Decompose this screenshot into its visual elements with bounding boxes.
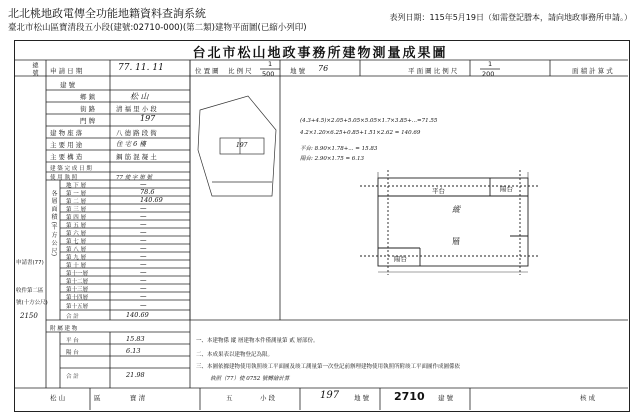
attached-value-balcony: 6.13 (126, 347, 141, 355)
calc-line-3: 平台: 8.90×1.78+... = 15.83 (300, 146, 378, 152)
calc-line-4: 陽台: 2.90×1.75 = 6.13 (300, 156, 365, 162)
bottom-land-no: 197 (320, 390, 340, 401)
floor-value-5: — (140, 220, 147, 228)
bottom-subsection: 五 (226, 394, 233, 402)
field-value-town: 松 山 (130, 92, 149, 101)
floor-value-15: — (140, 301, 147, 309)
floor-label-11: 第十一層 (66, 271, 89, 277)
attached-value-terrace: 15.83 (126, 335, 145, 343)
apply-date-value: 77. 11. 11 (118, 63, 164, 73)
floor-value-3: — (140, 204, 147, 212)
record-info: 臺北市松山區寶清段五小段(建號:02710-000)(第二類)建物平面圖(已縮小列印) (8, 23, 307, 33)
plan-scale-label: 平 面 圖 比 例 尺 (408, 67, 458, 75)
floor-label-total: 合 計 (66, 314, 79, 320)
scale-1-den: 500 (262, 70, 275, 78)
calc-line-1: (4.3+4.5)×2.05+5.05×5.05×1.7×3.85+...=71.55 (300, 118, 438, 124)
attached-label-total: 合 計 (66, 374, 79, 380)
floor-label-13: 第十三層 (66, 287, 89, 293)
floor-value-14: — (140, 292, 147, 300)
note-3: 三、本圖依據建物使用執照竣工平面圖及竣工測量第一次登記前辦理建物使用執照所附竣工平面圖作成圖係依 (196, 364, 461, 370)
floor-value-9: — (140, 252, 147, 260)
floor-value-11: — (140, 268, 147, 276)
note-4: 執照（77）使 0752 號轉繪計算 (210, 376, 290, 382)
field-value-street: 清 福 里 小 段 (116, 105, 157, 113)
location-label: 位 置 圖 (195, 67, 219, 75)
floor-value-2: 140.69 (140, 196, 163, 204)
scale-2: 1 (488, 60, 493, 68)
floor-label-2: 第 二 層 (66, 199, 86, 205)
note-1: 一、本建物係 縱 層建物本件僅測量第 貳 層部份。 (196, 338, 319, 344)
floor-value-6: — (140, 228, 147, 236)
field-value-doorplate: 197 (140, 114, 156, 123)
plan-label-center: 縱 (452, 205, 460, 214)
area-calc-label: 面 積 計 算 式 (572, 67, 613, 75)
scale-label-1: 比 例 尺 (228, 67, 252, 75)
floor-label-5: 第 五 層 (66, 223, 86, 229)
floor-label-4: 第 四 層 (66, 215, 86, 221)
field-label-doorplate: 門 牌 (80, 117, 96, 125)
plan-label-floor: 層 (452, 237, 460, 246)
plan-label-terrace: 平台 (432, 187, 445, 195)
bottom-land-label: 地 號 (354, 394, 370, 402)
floor-label-14: 第十四層 (66, 295, 89, 301)
print-date-info: 表列日期：115年5月19日（如需登記謄本，請向地政事務所申請。） (389, 13, 632, 22)
floor-label-1: 第 一 層 (66, 191, 86, 197)
site-plan-label: 197 (236, 142, 248, 149)
field-value-permit: 77 使 字 第 號 (116, 175, 152, 181)
bottom-building-label: 建 號 (438, 394, 454, 402)
scale-1: 1 (268, 60, 273, 68)
note-2: 二、本成果表以建物登記為限。 (196, 352, 274, 358)
floor-label-8: 第 八 層 (66, 247, 86, 253)
floor-label-9: 第 九 層 (66, 255, 86, 261)
margin-note-receipt: 收件第二區 (16, 288, 44, 294)
bottom-calc: 核 成 (580, 394, 596, 402)
attached-value-total: 21.98 (126, 371, 145, 379)
plan-label-balcony-top: 陽台 (500, 185, 513, 193)
floor-label-b1: 地 下 層 (66, 183, 86, 189)
attached-heading: 附 屬 建 物 (50, 326, 78, 332)
floor-value-7: — (140, 236, 147, 244)
floor-label-7: 第 七 層 (66, 239, 86, 245)
margin-note-1: 總 號 (31, 62, 38, 76)
field-label-usage: 主 要 用 途 (50, 141, 83, 149)
floor-value-4: — (140, 212, 147, 220)
attached-label-balcony: 陽 台 (66, 350, 79, 356)
floor-label-6: 第 六 層 (66, 231, 86, 237)
sheet-title: 台北市松山地政事務所建物測量成果圖 (192, 46, 448, 61)
bottom-section: 寶 清 (130, 394, 146, 402)
margin-note-unit: 號(十方公尺) (16, 300, 48, 306)
floor-value-10: — (140, 260, 147, 268)
floor-value-12: — (140, 276, 147, 284)
parcel-value: 76 (318, 64, 329, 73)
floor-label-3: 第 三 層 (66, 207, 86, 213)
field-label: 建 號 (60, 81, 76, 89)
floor-value-8: — (140, 244, 147, 252)
field-label-permit: 使 用 執 照 (50, 175, 78, 181)
bottom-section-label: 區 (94, 394, 101, 402)
field-label-completion: 建 築 完 成 日 期 (50, 166, 92, 172)
parcel-label: 地 號 (290, 67, 306, 75)
floor-label-10: 第 十 層 (66, 263, 86, 269)
field-label-structure: 主 要 構 造 (50, 153, 83, 161)
scale-2-den: 200 (482, 70, 495, 78)
field-value-usage: 住 宅 6 樓 (116, 140, 146, 148)
floor-value-1: 78.6 (140, 188, 155, 196)
field-label-town: 鄉 鎮 (80, 93, 96, 101)
field-value-location: 八 德 路 段 衖 (116, 129, 157, 137)
floor-value-b1: — (140, 180, 147, 188)
floor-label-15: 第十五層 (66, 304, 89, 310)
system-title-text: 北北桃地政電傳全功能地籍資料查詢系統 (8, 7, 206, 20)
apply-date-label: 申 請 日 期 (50, 67, 83, 75)
floor-label-12: 第十二層 (66, 279, 89, 285)
floor-value-total: 140.69 (126, 311, 149, 319)
field-label-location: 建 物 座 落 (50, 129, 83, 137)
calc-line-2: 4.2×1.20×6.25+0.85+1.51×2.62 = 140.69 (300, 130, 421, 136)
attached-label-terrace: 平 台 (66, 338, 79, 344)
bottom-subsection-label: 小 段 (260, 394, 276, 402)
bottom-building-no: 2710 (394, 390, 425, 403)
plan-label-balcony-bottom: 陽台 (394, 255, 407, 263)
field-value-structure: 鋼 筋 混 凝 土 (116, 153, 157, 161)
floor-area-heading: 各 層 面 積 (平 方 公 尺) (50, 190, 57, 257)
floor-value-13: — (140, 284, 147, 292)
bottom-district: 松 山 (50, 394, 66, 402)
margin-note-application: 申請書(77) (16, 260, 44, 266)
margin-note-number: 2150 (20, 312, 38, 320)
field-label-street: 街 路 (80, 105, 96, 113)
